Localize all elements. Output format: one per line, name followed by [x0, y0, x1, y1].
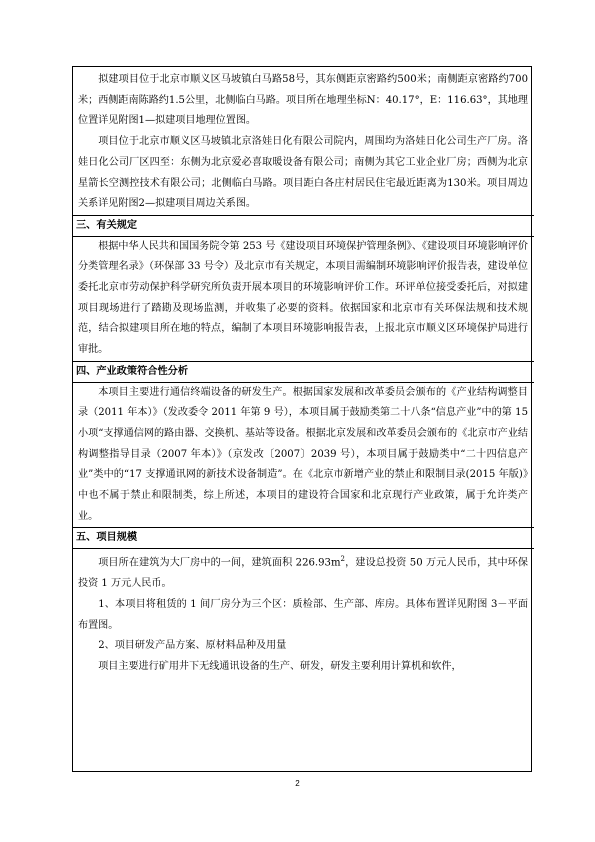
paragraph-zones: 1、本项目将租赁的 1 间厂房分为三个区：质检部、生产部、库房。具体布置详见附图 3－平面布置图。: [78, 598, 528, 631]
document-body: [78, 70, 528, 678]
scale-text-after: ，建设总投资 50 万元人民币，其中环保投资 1 万元人民币。: [78, 557, 528, 590]
section-heading-industrial-policy: 四、产业政策符合性分析: [72, 361, 534, 383]
paragraph-regulations: 根据中华人民共和国国务院令第 253 号《建设项目环境保护管理条例》、《建设项目环境影响评价分类管理名录》（环保部 33 号令）及北京市有关规定，本项目需编制环境影响评价报告表，建设单位委托北京市劳动保护科学研究所负责开展本项目的环境影响评价工作。环评单位接受委托后，对拟建项目现场进行了踏勘及现场监测，并收集了必要的资料。依据国家和北京市有关环保法规和技术规范，结合拟建项目所在地的特点，编制了本项目环境影响报告表，上报北京市顺义区环境保护局进行审批。: [78, 240, 528, 356]
page-number: 2: [295, 779, 300, 788]
paragraph-product-plan: 项目主要进行矿用井下无线通讯设备的生产、研发，研发主要利用计算机和软件，: [98, 661, 462, 673]
scale-text-before: 项目所在建筑为大厂房中的一间，建筑面积 226.93m: [98, 557, 341, 569]
paragraph-location: 拟建项目位于北京市顺义区马坡镇白马路58号，其东侧距京密路约500米；南侧距京密路约700米；西侧距南陈路约1.5公里，北侧临白马路。项目所在地理坐标N：40.17°，E：116.63°，其地理位置详见附图1—拟建项目地理位置图。: [78, 74, 528, 127]
paragraph-industrial-policy: 本项目主要进行通信终端设备的研发生产。根据国家发展和改革委员会颁布的《产业结构调整目录（2011 年本）》（发改委令 2011 年第 9 号），本项目属于鼓励类第二十八条“信息产业”中的第 15 小项“支撑通信网的路由器、交换机、基站等设备。根据北京发展和改革委员会颁布的《北京市产业结构调整指导目录（2007 年本）》（京发改〔2007〕2039 号），本项目属于鼓励类中“二十四信息产业”类中的“17 支撑通讯网的新技术设备制造”。在《北京市新增产业的禁止和限制目录(2015 年版)》中也不属于禁止和限制类，综上所述，本项目的建设符合国家和北京现行产业政策，属于允许类产业。: [78, 386, 528, 522]
section-heading-project-scale: 五、项目规模: [72, 527, 534, 549]
paragraph-project-scale: [78, 549, 528, 595]
area-unit-superscript: 2: [340, 555, 346, 564]
paragraph-surroundings: 项目位于北京市顺义区马坡镇北京洛娃日化有限公司院内，周围均为洛娃日化公司生产厂房。洛娃日化公司厂区四至：东侧为北京爱必喜取暖设备有限公司；南侧为其它工业企业厂房；西侧为北京星箭长空测控技术有限公司；北侧临白马路。项目距白各庄村居民住宅最近距离为130米。项目周边关系详见附图2—拟建项目周边关系图。: [78, 136, 528, 210]
paragraph-product-plan-heading: 2、项目研发产品方案、原材料品种及用量: [98, 640, 287, 652]
section-heading-regulations: 三、有关规定: [72, 215, 534, 237]
